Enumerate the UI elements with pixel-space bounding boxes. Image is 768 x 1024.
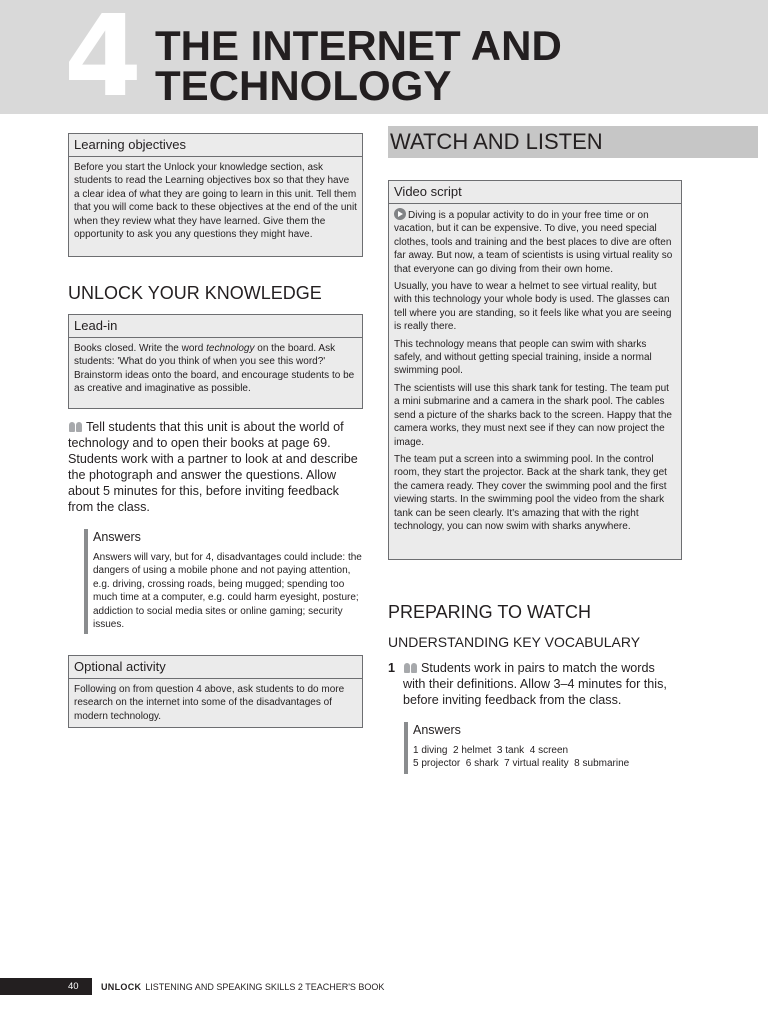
- answers-left-text: Answers will vary, but for 4, disadvantages could include: the dangers of using a mobile phone and not paying attention, e.g. driving, crossing roads, being mugged; spending too much time at a computer, e.g. could harm eyesight, posture; addiction to social media sites or online gaming; security issues.: [93, 552, 362, 631]
- preparing-instruction: [388, 660, 678, 708]
- lead-in-text-italic: technology: [206, 343, 255, 354]
- preparing-heading: PREPARING TO WATCH: [388, 602, 592, 622]
- preparing-instruction-body: [388, 660, 678, 708]
- video-script-paragraph: [394, 208, 676, 276]
- optional-activity-box: [68, 655, 363, 728]
- unlock-knowledge-heading: UNLOCK YOUR KNOWLEDGE: [68, 283, 322, 303]
- answers-left-block: [84, 529, 363, 634]
- lead-in-text-after: on the board. Ask students: 'What do you think of when you see this word?' Brainstorm ideas onto the board, and encourage students to be as creative and imaginative as possible.: [74, 343, 355, 395]
- audio-icon[interactable]: [394, 208, 406, 220]
- lead-in-text-before: Books closed. Write the word: [74, 343, 207, 354]
- preparing-instruction-text: Students work in pairs to match the words with their definitions. Allow 3–4 minutes for this, before inviting feedback from the class.: [403, 661, 667, 707]
- lead-in-text: [69, 338, 362, 400]
- pair-work-icon: [68, 421, 84, 432]
- learning-objectives-box: [68, 133, 363, 257]
- lead-in-paragraph: [74, 342, 357, 396]
- unit-number: 4: [64, 0, 142, 122]
- watch-and-listen-bar: [388, 126, 758, 158]
- answers-right-title: Answers: [413, 723, 461, 737]
- unlock-instruction-text: Tell students that this unit is about the world of technology and to open their books at page 69. Students work with a partner to look at and describe the photograph and answer the questions. Allow about 5 minutes for this, before inviting feedback from the class.: [68, 420, 358, 514]
- video-script-title: Video script: [389, 181, 681, 204]
- video-script-paragraph: The team put a screen into a swimming pool. In the control room, they start the projector. Back at the shark tank, they get the camera ready. They cover the swimming pool and the first viewing starts. In the swimming pool the video from the shark tank can be seen clearly. It's amazing that with the right technology, you can now swim with sharks anywhere.: [394, 453, 667, 532]
- footer-brand: UNLOCK: [101, 982, 142, 992]
- footer-book-title: LISTENING AND SPEAKING SKILLS 2 TEACHER'S BOOK: [145, 982, 385, 992]
- answers-right-block: [404, 722, 683, 774]
- optional-activity-paragraph: Following on from question 4 above, ask students to do more research on the internet into some of the disadvantages of modern technology.: [74, 684, 345, 722]
- answers-left-title: Answers: [93, 530, 141, 544]
- answers-right-line2: 5 projector 6 shark 7 virtual reality 8 submarine: [413, 758, 630, 770]
- unit-title: [155, 22, 562, 109]
- answers-right-line1: 1 diving 2 helmet 3 tank 4 screen: [413, 745, 569, 756]
- video-script-paragraph: Usually, you have to wear a helmet to see virtual reality, but with this technology your whole body is used. The glasses can tell where you are standing, so it feels like what you are seeing is really there.: [394, 281, 672, 333]
- learning-objectives-paragraph: Before you start the Unlock your knowledge section, ask students to read the Learning objectives box so that they have a clear idea of what they are going to learn in this unit. Tell them that you will come back to these objectives at the end of the unit when they review what they have learned. Give them the opportunity to ask you any questions they might have.: [74, 162, 357, 241]
- learning-objectives-text: [69, 157, 362, 245]
- pair-work-icon: [403, 662, 419, 673]
- unlock-instruction: [68, 419, 360, 515]
- footer-text: [101, 981, 384, 993]
- video-script-box: [388, 180, 682, 560]
- video-script-paragraph: This technology means that people can swim with sharks safely, and without getting special training, inside a normal swimming pool.: [394, 338, 652, 377]
- video-script-text: [389, 204, 681, 537]
- lead-in-box: [68, 314, 363, 409]
- unit-header: [0, 0, 768, 122]
- unit-title-line1: THE INTERNET AND: [155, 22, 562, 69]
- watch-and-listen-heading: WATCH AND LISTEN: [390, 129, 603, 154]
- optional-activity-text: [69, 679, 362, 727]
- video-script-paragraph: The scientists will use this shark tank for testing. The team put a mini submarine and a camera in the shark pool. The cables send a picture of the sharks back to the screen. Happy that the camera works, they must next see if they can now project the image.: [394, 382, 672, 448]
- learning-objectives-title: Learning objectives: [69, 134, 362, 157]
- optional-activity-title: Optional activity: [69, 656, 362, 679]
- page-number: 40: [68, 981, 79, 992]
- lead-in-title: Lead-in: [69, 315, 362, 338]
- item-number: 1: [388, 661, 396, 675]
- video-script-paragraph-text: Diving is a popular activity to do in your free time or on vacation, but it can be expensive. To dive, you need special clothes, tools and training and the best places to dive are often far away. But now, a team of scientists is using virtual reality so that everyone can go diving from their own home.: [394, 210, 673, 275]
- vocabulary-subheading: UNDERSTANDING KEY VOCABULARY: [388, 634, 641, 650]
- unit-title-line2: TECHNOLOGY: [155, 62, 452, 109]
